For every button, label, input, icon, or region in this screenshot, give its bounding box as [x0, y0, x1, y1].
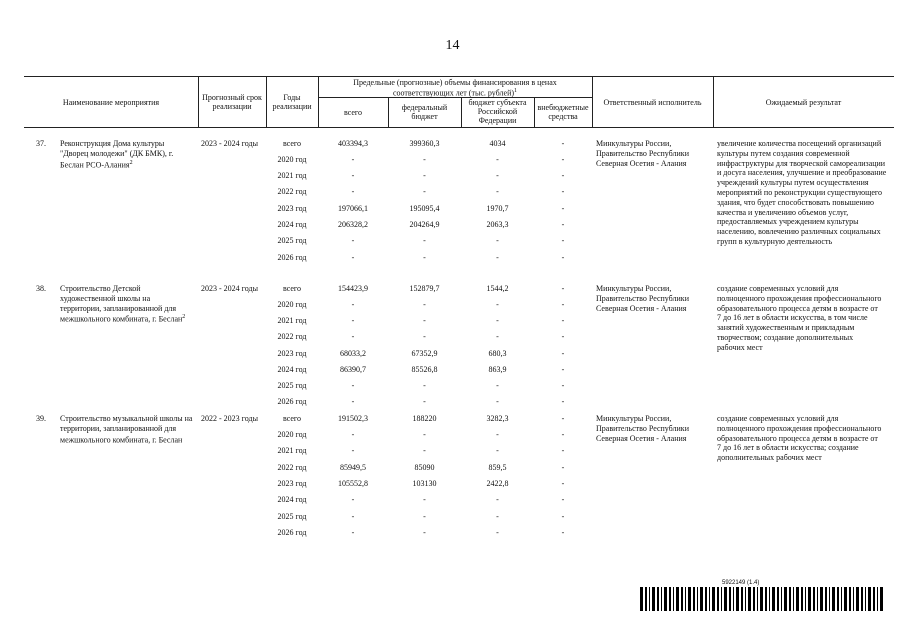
year-label: 2025 год	[277, 236, 307, 245]
row-term: 2022 - 2023 годы	[201, 414, 258, 423]
year-label: 2025 год	[277, 381, 307, 390]
value-total: 191502,3	[338, 414, 368, 423]
header-funding: Предельные (прогнозные) объемы финансирования в ценах соответствующих лет (тыс. рублей)$^1$	[353, 78, 557, 98]
header-result: Ожидаемый результат	[765, 98, 842, 107]
value-federal: -	[423, 528, 426, 537]
value-total: -	[351, 332, 355, 341]
value-federal: -	[423, 495, 426, 504]
row-executor: Минкультуры России, Правительство Республики Северная Осетия - Алания	[596, 284, 689, 313]
value-regional: 1544,2	[486, 284, 509, 293]
value-extra: -	[561, 253, 565, 262]
year-label: 2020 год	[277, 300, 307, 309]
year-label: 2020 год	[277, 430, 307, 439]
value-total: -	[351, 316, 355, 325]
value-extra: -	[561, 139, 565, 148]
value-regional: -	[496, 187, 499, 196]
year-label: 2022 год	[277, 332, 307, 341]
value-extra: -	[561, 430, 565, 439]
row-name: Строительство музыкальной школы на территории, запланированной для межшкольного комбината, г. Беслан	[60, 414, 193, 445]
value-total: 86390,7	[340, 365, 366, 374]
value-total: 85949,5	[340, 463, 366, 472]
value-total: -	[351, 512, 355, 521]
value-extra: -	[561, 187, 565, 196]
value-extra: -	[561, 381, 565, 390]
value-regional: -	[496, 528, 499, 537]
value-total: 197066,1	[338, 204, 368, 213]
year-label: всего	[282, 139, 301, 148]
value-total: -	[351, 300, 355, 309]
value-total: -	[351, 446, 355, 455]
year-label: 2024 год	[277, 495, 307, 504]
page-number: 14	[445, 38, 460, 53]
value-extra: -	[561, 365, 565, 374]
year-label: всего	[282, 284, 301, 293]
header-executor: Ответственный исполнитель	[603, 98, 702, 107]
value-extra: -	[561, 528, 565, 537]
value-extra: -	[561, 512, 565, 521]
header-years: Годы реализации	[272, 93, 312, 111]
value-total: -	[351, 236, 355, 245]
value-extra: -	[561, 349, 565, 358]
value-federal: 195095,4	[409, 204, 440, 213]
value-total: -	[351, 171, 355, 180]
header-bottom-border	[24, 127, 894, 128]
value-total: -	[351, 397, 355, 406]
row-result: создание современных условий для полноценного прохождения профессионального образовательного процесса детям в возрасте от 7 до 16 лет в области искусства; создание дополнительных рабочих мест	[717, 414, 882, 463]
value-regional: 3282,3	[486, 414, 509, 423]
row-term: 2023 - 2024 годы	[201, 139, 258, 148]
value-extra: -	[561, 495, 565, 504]
barcode-icon	[640, 587, 885, 611]
value-federal: 67352,9	[411, 349, 438, 358]
value-regional: -	[496, 300, 499, 309]
value-total: 154423,9	[338, 284, 368, 293]
year-label: 2023 год	[277, 349, 307, 358]
row-number: 37.	[36, 139, 46, 148]
value-federal: -	[423, 446, 426, 455]
value-regional: -	[496, 316, 499, 325]
value-total: 206328,2	[338, 220, 368, 229]
value-extra: -	[561, 300, 565, 309]
header-term: Прогнозный срок реализации	[202, 93, 262, 111]
year-label: 2024 год	[277, 365, 307, 374]
value-regional: -	[496, 446, 499, 455]
value-federal: -	[423, 253, 426, 262]
value-extra: -	[561, 236, 565, 245]
value-federal: -	[423, 155, 426, 164]
value-extra: -	[561, 171, 565, 180]
value-extra: -	[561, 332, 565, 341]
value-total: -	[351, 381, 355, 390]
value-extra: -	[561, 446, 565, 455]
value-federal: 204264,9	[409, 220, 440, 229]
value-total: -	[351, 528, 355, 537]
year-label: 2021 год	[277, 446, 307, 455]
value-total: -	[351, 430, 355, 439]
row-executor: Минкультуры России, Правительство Республики Северная Осетия - Алания	[596, 139, 689, 168]
value-extra: -	[561, 284, 565, 293]
year-label: 2022 год	[277, 463, 307, 472]
value-regional: 2422,8	[486, 479, 509, 488]
value-regional: 4034	[489, 139, 506, 148]
value-total: 403394,3	[338, 139, 368, 148]
year-label: 2024 год	[277, 220, 307, 229]
value-federal: -	[423, 512, 426, 521]
table-top-border	[24, 76, 894, 77]
value-regional: 859,5	[488, 463, 507, 472]
value-federal: 152879,7	[409, 284, 440, 293]
header-divider	[318, 76, 319, 127]
value-federal: -	[423, 397, 426, 406]
row-name: Строительство Детской художественной школы на территории, запланированной для межшкольного комбината, г. Беслан$^2$	[60, 284, 186, 325]
value-extra: -	[561, 397, 565, 406]
value-federal: 85090	[414, 463, 435, 472]
header-extra: внебюджетные средства	[537, 103, 589, 121]
header-total: всего	[343, 108, 362, 117]
year-label: 2023 год	[277, 479, 307, 488]
value-total: -	[351, 253, 355, 262]
year-label: 2020 год	[277, 155, 307, 164]
value-regional: -	[496, 381, 499, 390]
value-regional: -	[496, 495, 499, 504]
header-regional: бюджет субъекта Российской Федерации	[468, 98, 527, 125]
row-number: 39.	[36, 414, 46, 423]
row-result: создание современных условий для полноценного прохождения профессионального образовательного процесса детям в возрасте от 7 до 16 лет в области искусства, в том числе занятий художественным и прикладным творчеством; создание дополнительных рабочих мест	[717, 284, 882, 352]
row-result: увеличение количества посещений организаций культуры путем создания современной инфраструктуры для творческой самореализации и досуга населения, улучшение и преобразование учреждений культуры путем осуществления мероприятий по реконструкции существующего здания, что будет способствовать повышению качества и увеличению объемов услуг, предоставляемых учреждением культуры населению, вовлечению различных социальных групп в культурную деятельность	[717, 139, 887, 246]
value-federal: 85526,8	[411, 365, 438, 374]
value-regional: -	[496, 171, 499, 180]
value-regional: -	[496, 236, 499, 245]
header-name: Наименование мероприятия	[62, 98, 160, 107]
year-label: всего	[282, 414, 301, 423]
year-label: 2023 год	[277, 204, 307, 213]
value-regional: -	[496, 512, 499, 521]
value-regional: 2063,3	[486, 220, 509, 229]
value-total: -	[351, 187, 355, 196]
value-regional: -	[496, 253, 499, 262]
year-label: 2026 год	[277, 397, 307, 406]
value-federal: -	[423, 430, 426, 439]
row-name: Реконструкция Дома культуры "Дворец молодежи" (ДК БМК), г. Беслан РСО-Алания$^2$	[60, 139, 174, 170]
value-federal: 399360,3	[409, 139, 440, 148]
value-federal: 188220	[412, 414, 437, 423]
value-total: 68033,2	[340, 349, 366, 358]
value-regional: -	[496, 397, 499, 406]
value-regional: 1970,7	[486, 204, 509, 213]
barcode-number: 5922149 (1.4)	[722, 580, 760, 586]
value-federal: -	[423, 187, 426, 196]
value-extra: -	[561, 414, 565, 423]
value-federal: -	[423, 316, 426, 325]
value-total: -	[351, 495, 355, 504]
value-extra: -	[561, 204, 565, 213]
value-federal: 103130	[412, 479, 437, 488]
value-federal: -	[423, 171, 426, 180]
row-number: 38.	[36, 284, 46, 293]
value-federal: -	[423, 236, 426, 245]
row-term: 2023 - 2024 годы	[201, 284, 258, 293]
value-extra: -	[561, 155, 565, 164]
header-federal: федеральный бюджет	[401, 103, 448, 121]
value-regional: -	[496, 155, 499, 164]
value-extra: -	[561, 463, 565, 472]
value-total: 105552,8	[338, 479, 368, 488]
year-label: 2026 год	[277, 528, 307, 537]
value-regional: -	[496, 332, 499, 341]
year-label: 2025 год	[277, 512, 307, 521]
value-extra: -	[561, 316, 565, 325]
row-executor: Минкультуры России, Правительство Республики Северная Осетия - Алания	[596, 414, 689, 443]
year-label: 2021 год	[277, 171, 307, 180]
value-total: -	[351, 155, 355, 164]
value-extra: -	[561, 479, 565, 488]
value-regional: 863,9	[488, 365, 507, 374]
value-regional: -	[496, 430, 499, 439]
value-regional: 680,3	[488, 349, 507, 358]
year-label: 2022 год	[277, 187, 307, 196]
year-label: 2021 год	[277, 316, 307, 325]
value-federal: -	[423, 300, 426, 309]
value-extra: -	[561, 220, 565, 229]
value-federal: -	[423, 332, 426, 341]
year-label: 2026 год	[277, 253, 307, 262]
value-federal: -	[423, 381, 426, 390]
